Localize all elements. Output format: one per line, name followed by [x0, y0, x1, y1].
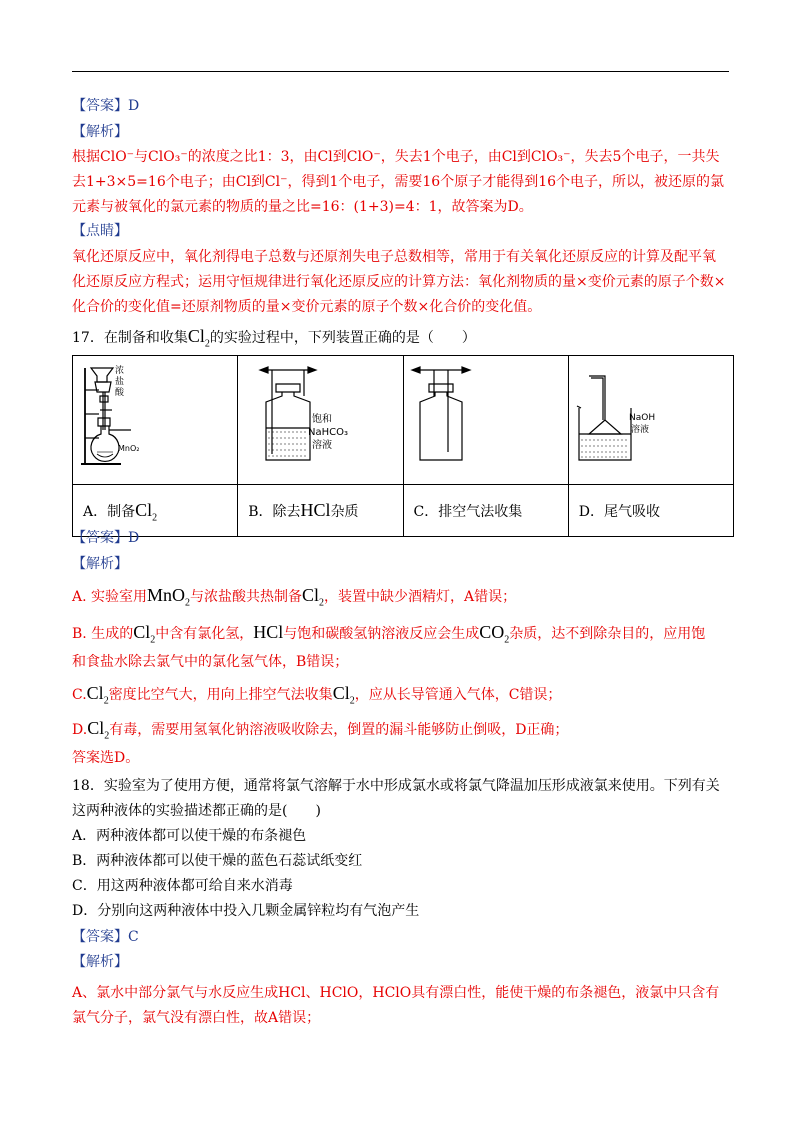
q17-analysis-c: $C.Cl_2$密度比空气大，用向上排空气法收集$Cl_2$，应从长导管通入气体，C错误；: [72, 683, 562, 707]
q18-answer: 【答案】C: [72, 929, 139, 945]
q17-answer: 【答案】D: [72, 530, 140, 546]
option-b: B．除去HCl杂质: [238, 485, 403, 537]
q17-stem: 17．在制备和收集$Cl_2$的实验过程中，下列装置正确的是（ ）: [72, 326, 476, 350]
gas-wash-bottle-diagram: [238, 356, 402, 480]
apparatus-a-cell: [73, 356, 238, 485]
diagram-label: 盐: [115, 377, 125, 387]
option-d: D．尾气吸收: [568, 485, 733, 537]
q17-analysis-b: B. 生成的$Cl_2$中含有氯化氢，HCl与饱和碳酸氢钠溶液反应会生成$CO_2$杂质，达不到除杂目的，应用饱: [72, 622, 706, 646]
q17-conclusion: 答案选D。: [72, 750, 140, 766]
q18-stem: 这两种液体的实验描述都正确的是( ): [72, 803, 321, 819]
q16-tip-label: 【点睛】: [72, 223, 128, 239]
diagram-label: 溶液: [312, 440, 333, 451]
q16-answer: 【答案】D: [72, 98, 140, 114]
q16-analysis-label: 【解析】: [72, 124, 128, 140]
q16-analysis-line: 元素与被氧化的氯元素的物质的量之比=16：(1+3)=4：1，故答案为D。: [72, 199, 533, 215]
option-a: A．制备$Cl_2$: [73, 485, 238, 537]
diagram-label: NaOH: [628, 413, 655, 423]
q17-analysis-a: A. 实验室用MnO$_2$与浓盐酸共热制备$Cl_2$，装置中缺少酒精灯，A错误；: [72, 585, 517, 609]
q18-option: C．用这两种液体都可给自来水消毒: [72, 878, 293, 894]
q18-stem: 18．实验室为了使用方便，通常将氯气溶解于水中形成氯水或将氯气降温加压形成液氯来使用。下列有关: [72, 778, 720, 794]
q18-option: B．两种液体都可以使干燥的蓝色石蕊试纸变红: [72, 853, 363, 869]
q16-tip-line: 化还原反应方程式；运用守恒规律进行氧化还原反应的计算方法：氧化剂物质的量×变价元素的原子个数×: [72, 274, 726, 290]
diagram-label: 饱和: [312, 414, 333, 425]
chlorine-generator-diagram: [73, 356, 237, 480]
q16-tip-line: 化合价的变化值=还原剂物质的量×变价元素的原子个数×化合价的变化值。: [72, 299, 542, 315]
q18-analysis-line: A、氯水中部分氯气与水反应生成HCl、HClO，HClO具有漂白性，能使干燥的布条褪色，液氯中只含有: [72, 985, 720, 1001]
q16-analysis-line: 根据ClO⁻与ClO₃⁻的浓度之比1：3，由Cl到ClO⁻，失去1个电子，由Cl到ClO₃⁻，失去5个电子，一共失: [72, 149, 720, 165]
tail-gas-absorption-diagram: [569, 356, 733, 480]
apparatus-c-cell: [403, 356, 568, 485]
q17-analysis-label: 【解析】: [72, 556, 128, 572]
header-rule: [72, 71, 729, 72]
q17-analysis-b-cont: 和食盐水除去氯气中的氯化氢气体，B错误；: [72, 654, 349, 670]
diagram-label: 浓: [115, 366, 125, 376]
q16-analysis-line: 去1+3×5=16个电子；由Cl到Cl⁻，得到1个电子，需要16个原子才能得到16个电子，所以，被还原的氯: [72, 174, 725, 190]
q18-option: A．两种液体都可以使干燥的布条褪色: [72, 828, 307, 844]
gas-collection-bottle-diagram: [404, 356, 568, 480]
q16-tip-line: 氧化还原反应中，氧化剂得电子总数与还原剂失电子总数相等，常用于有关氧化还原反应的计算及配平氧: [72, 249, 716, 265]
diagram-label: MnO₂: [118, 444, 140, 453]
option-c: C．排空气法收集: [403, 485, 568, 537]
q18-analysis-line: 氯气分子，氯气没有漂白性，故A错误；: [72, 1010, 321, 1026]
q17-analysis-d: $D.Cl_2$有毒，需要用氢氧化钠溶液吸收除去，倒置的漏斗能够防止倒吸，D正确；: [72, 718, 569, 742]
q17-apparatus-table: [72, 355, 734, 537]
diagram-label: 酸: [115, 388, 125, 398]
apparatus-b-cell: [238, 356, 403, 485]
diagram-label: 溶液: [630, 425, 649, 435]
diagram-label: NaHCO₃: [308, 427, 349, 438]
q18-analysis-label: 【解析】: [72, 954, 128, 970]
q18-option: D．分别向这两种液体中投入几颗金属锌粒均有气泡产生: [72, 903, 420, 919]
apparatus-d-cell: [568, 356, 733, 485]
